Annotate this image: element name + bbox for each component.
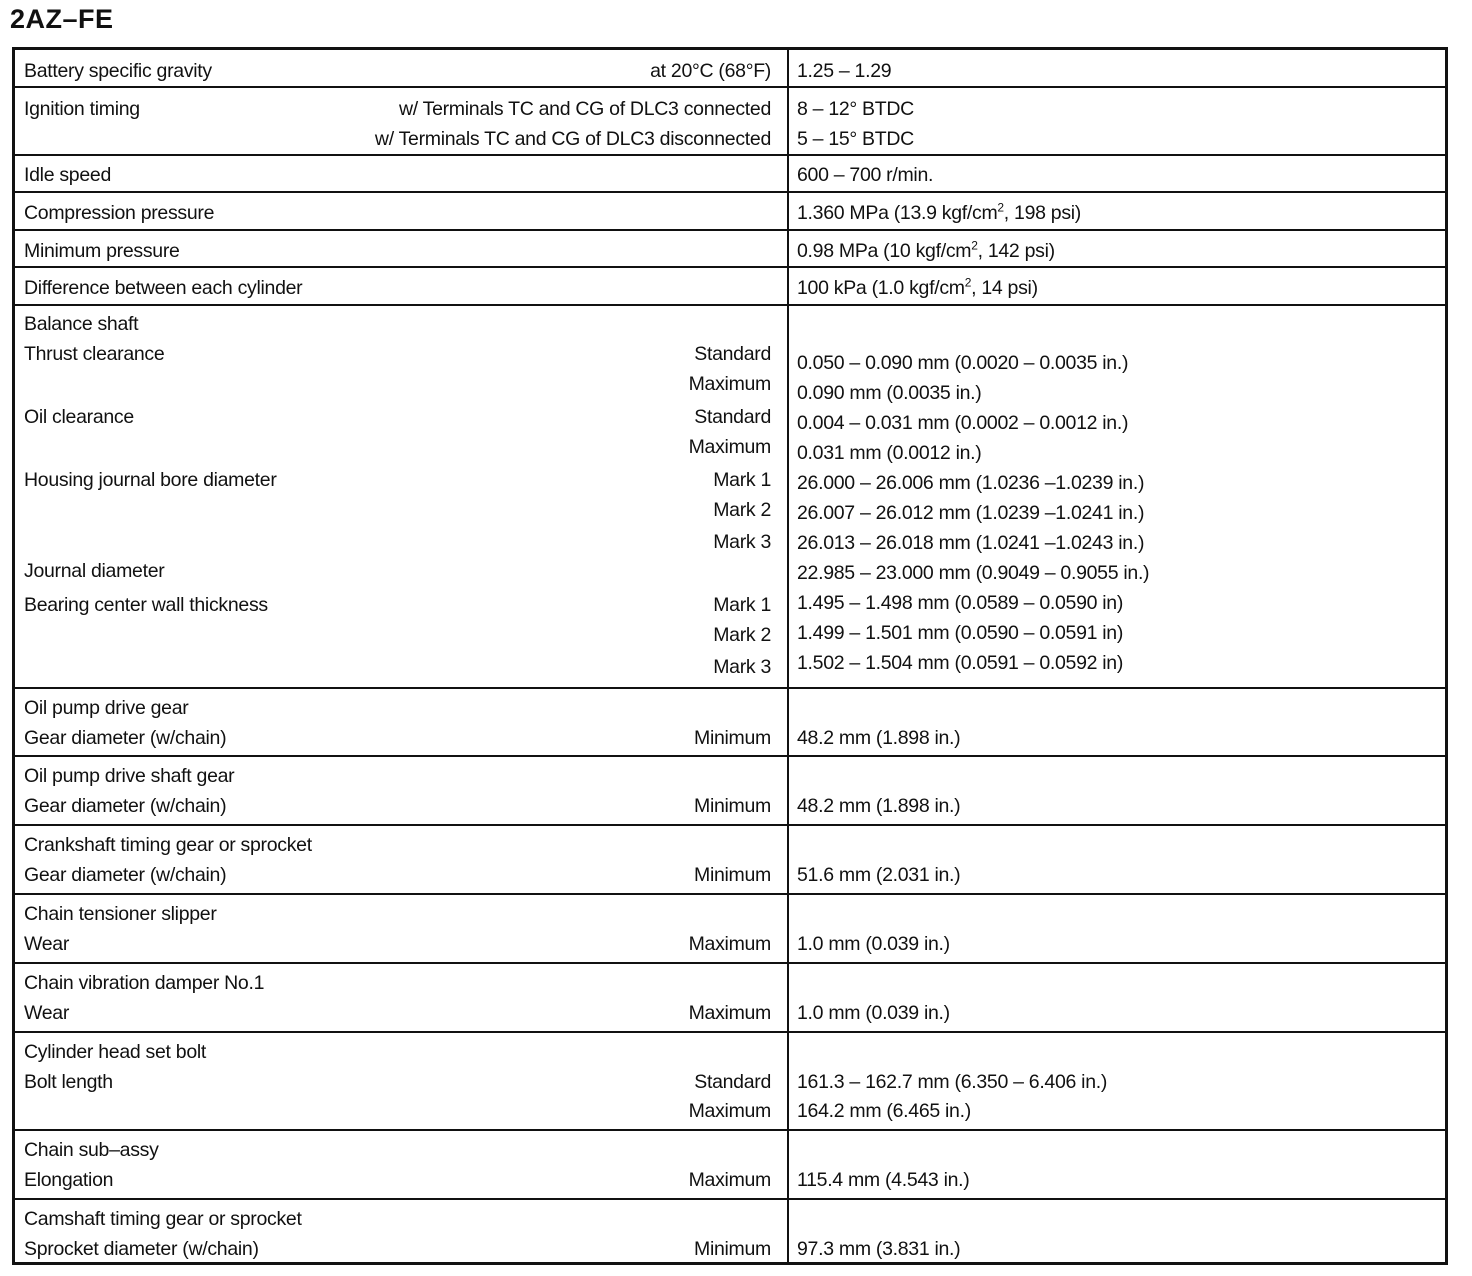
spec-label: Crankshaft timing gear or sprocket [24, 834, 312, 856]
spec-row [15, 895, 1445, 964]
spec-condition: Standard [694, 1071, 771, 1093]
spec-condition: Mark 1 [713, 469, 771, 491]
spec-condition: Minimum [694, 1238, 771, 1260]
spec-row [15, 964, 1445, 1033]
spec-row [15, 231, 1445, 268]
column-divider [787, 826, 789, 893]
spec-condition: Maximum [688, 1169, 771, 1191]
spec-value: 8 – 12° BTDC [797, 98, 914, 120]
spec-value: 26.000 – 26.006 mm (1.0236 –1.0239 in.) [797, 472, 1145, 494]
spec-value: 0.004 – 0.031 mm (0.0002 – 0.0012 in.) [797, 412, 1129, 434]
spec-row [15, 306, 1445, 689]
spec-label: Chain tensioner slipper [24, 903, 217, 925]
spec-condition: Standard [694, 406, 771, 428]
spec-label: Oil pump drive gear [24, 697, 189, 719]
spec-condition: Standard [694, 343, 771, 365]
spec-value: 1.495 – 1.498 mm (0.0589 – 0.0590 in) [797, 592, 1124, 614]
spec-label: Wear [24, 1002, 70, 1024]
spec-row [15, 1200, 1445, 1262]
spec-value: 1.502 – 1.504 mm (0.0591 – 0.0592 in) [797, 652, 1124, 674]
spec-value: 0.050 – 0.090 mm (0.0020 – 0.0035 in.) [797, 352, 1129, 374]
spec-row [15, 689, 1445, 757]
spec-value: 51.6 mm (2.031 in.) [797, 864, 961, 886]
spec-value: 1.25 – 1.29 [797, 60, 892, 82]
spec-condition: at 20°C (68°F) [650, 60, 771, 82]
spec-condition: Mark 1 [713, 594, 771, 616]
spec-value: 600 – 700 r/min. [797, 164, 934, 186]
column-divider [787, 895, 789, 962]
spec-label: Camshaft timing gear or sprocket [24, 1208, 302, 1230]
spec-row [15, 88, 1445, 156]
spec-condition: Maximum [688, 933, 771, 955]
spec-condition: Mark 3 [713, 531, 771, 553]
page-title: 2AZ–FE [10, 4, 114, 34]
spec-value: 48.2 mm (1.898 in.) [797, 795, 961, 817]
spec-value: 1.0 mm (0.039 in.) [797, 933, 950, 955]
spec-label: Gear diameter (w/chain) [24, 795, 227, 817]
spec-label: Gear diameter (w/chain) [24, 727, 227, 749]
spec-value: 0.090 mm (0.0035 in.) [797, 382, 982, 404]
spec-label: Idle speed [24, 164, 111, 186]
column-divider [787, 964, 789, 1031]
spec-value: 1.0 mm (0.039 in.) [797, 1002, 950, 1024]
spec-row [15, 757, 1445, 826]
spec-value: 164.2 mm (6.465 in.) [797, 1100, 971, 1122]
spec-condition: Mark 3 [713, 656, 771, 678]
spec-condition: Mark 2 [713, 499, 771, 521]
spec-value: 1.499 – 1.501 mm (0.0590 – 0.0591 in) [797, 622, 1124, 644]
column-divider [787, 1200, 789, 1262]
spec-label: Bearing center wall thickness [24, 594, 268, 616]
spec-condition: w/ Terminals TC and CG of DLC3 disconnected [374, 128, 771, 150]
spec-label: Wear [24, 933, 70, 955]
spec-label: Thrust clearance [24, 343, 165, 365]
spec-value: 22.985 – 23.000 mm (0.9049 – 0.9055 in.) [797, 562, 1150, 584]
column-divider [787, 306, 789, 687]
spec-label: Gear diameter (w/chain) [24, 864, 227, 886]
spec-value: 1.360 MPa (13.9 kgf/$cm^2$, 198 psi) [797, 200, 1082, 224]
spec-label: Oil clearance [24, 406, 134, 428]
spec-label: Housing journal bore diameter [24, 469, 277, 491]
spec-label: Chain sub–assy [24, 1139, 159, 1161]
spec-value: 0.98 MPa (10 kgf/$cm^2$, 142 psi) [797, 238, 1055, 262]
spec-condition: Maximum [688, 1002, 771, 1024]
spec-label: Chain vibration damper No.1 [24, 972, 265, 994]
spec-label: Oil pump drive shaft gear [24, 765, 235, 787]
column-divider [787, 156, 789, 191]
spec-row [15, 193, 1445, 231]
spec-label: Compression pressure [24, 202, 215, 224]
spec-value: 97.3 mm (3.831 in.) [797, 1238, 961, 1260]
spec-label: Minimum pressure [24, 240, 180, 262]
spec-value: 161.3 – 162.7 mm (6.350 – 6.406 in.) [797, 1071, 1108, 1093]
spec-condition: Mark 2 [713, 624, 771, 646]
spec-value: 100 kPa (1.0 kgf/$cm^2$, 14 psi) [797, 275, 1038, 299]
spec-row [15, 156, 1445, 193]
column-divider [787, 1131, 789, 1198]
spec-condition: w/ Terminals TC and CG of DLC3 connected [398, 98, 771, 120]
spec-condition: Minimum [694, 727, 771, 749]
spec-label: Journal diameter [24, 560, 165, 582]
spec-row [15, 268, 1445, 306]
spec-value: 5 – 15° BTDC [797, 128, 914, 150]
spec-condition: Maximum [688, 373, 771, 395]
spec-label: Ignition timing [24, 98, 140, 120]
column-divider [787, 231, 789, 266]
spec-condition: Maximum [688, 436, 771, 458]
spec-label: Battery specific gravity [24, 60, 212, 82]
spec-value: 0.031 mm (0.0012 in.) [797, 442, 982, 464]
spec-value: 26.013 – 26.018 mm (1.0241 –1.0243 in.) [797, 532, 1145, 554]
spec-label: Sprocket diameter (w/chain) [24, 1238, 259, 1260]
column-divider [787, 50, 789, 86]
spec-label: Difference between each cylinder [24, 277, 303, 299]
spec-condition: Minimum [694, 864, 771, 886]
spec-table [12, 47, 1448, 1265]
spec-row [15, 1033, 1445, 1131]
column-divider [787, 1033, 789, 1129]
column-divider [787, 689, 789, 755]
column-divider [787, 757, 789, 824]
spec-condition: Minimum [694, 795, 771, 817]
spec-label: Elongation [24, 1169, 114, 1191]
spec-row [15, 1131, 1445, 1200]
spec-label: Cylinder head set bolt [24, 1041, 207, 1063]
spec-value: 115.4 mm (4.543 in.) [797, 1169, 970, 1191]
spec-row [15, 50, 1445, 88]
spec-label: Bolt length [24, 1071, 113, 1093]
column-divider [787, 268, 789, 304]
spec-label: Balance shaft [24, 313, 139, 335]
spec-value: 48.2 mm (1.898 in.) [797, 727, 961, 749]
column-divider [787, 88, 789, 154]
spec-value: 26.007 – 26.012 mm (1.0239 –1.0241 in.) [797, 502, 1145, 524]
spec-row [15, 826, 1445, 895]
spec-condition: Maximum [688, 1100, 771, 1122]
column-divider [787, 193, 789, 229]
